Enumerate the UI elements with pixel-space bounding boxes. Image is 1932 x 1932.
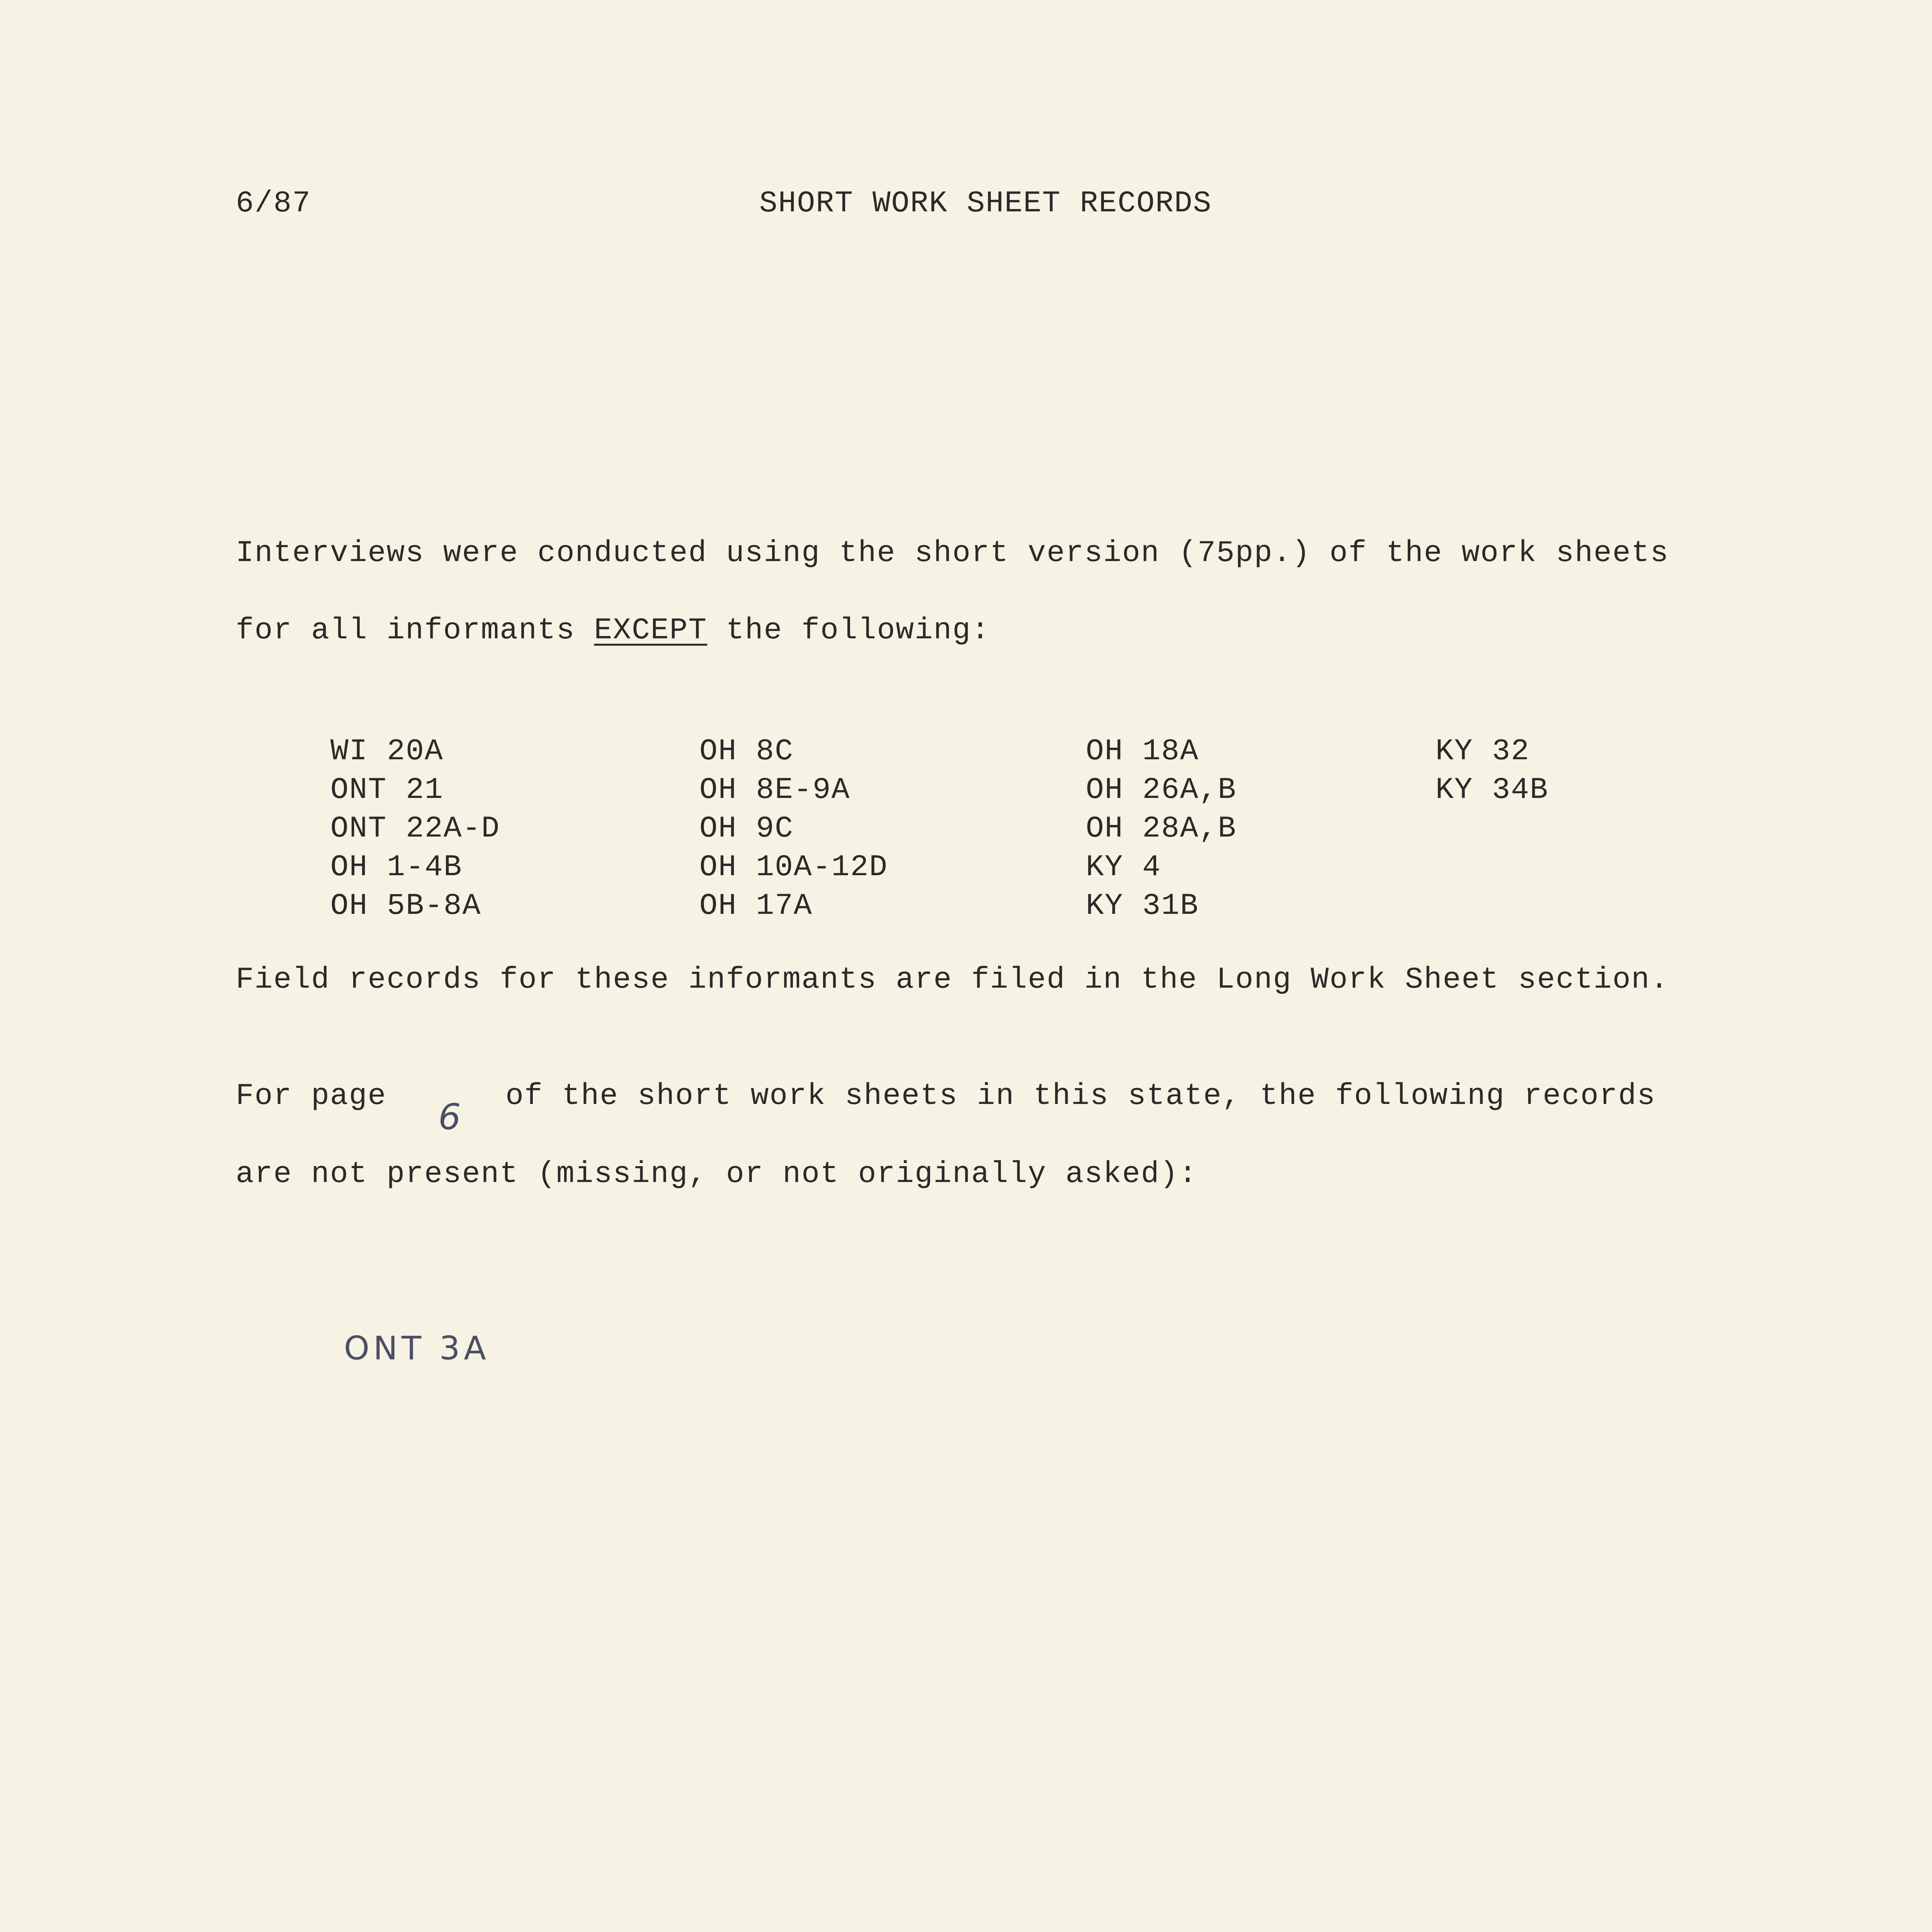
informant-item: KY 32 [1435,735,1530,769]
filed-note: Field records for these informants are filed in the Long Work Sheet section. [236,963,1669,997]
intro-line-1: Interviews were conducted using the short version (75pp.) of the work sheets [236,536,1669,570]
missing-line-1 [236,1079,1656,1138]
informant-column-2 [699,732,888,925]
informant-item: OH 28A,B [1086,812,1237,846]
informant-item: OH 26A,B [1086,773,1237,807]
intro-line-2-prefix: for all informants [236,614,594,648]
intro-line-2 [236,616,990,646]
informant-item: OH 1-4B [330,850,463,884]
informant-item: ONT 21 [330,773,444,807]
informant-item: KY 31B [1086,889,1199,923]
informant-item: OH 8C [699,735,794,769]
informant-column-3 [1086,732,1236,925]
informant-column-1 [330,732,500,925]
informant-item: KY 4 [1086,850,1162,884]
informant-item: WI 20A [330,735,444,769]
missing-line-2: are not present (missing, or not originally asked): [236,1157,1198,1191]
informant-column-4 [1435,732,1549,810]
informant-item: OH 18A [1086,735,1199,769]
informant-item: OH 8E-9A [699,773,850,807]
intro-line-2-suffix: the following: [707,614,990,648]
except-emphasis: EXCEPT [594,614,707,648]
informant-item: OH 10A-12D [699,850,888,884]
handwritten-missing-records: ONT 3A [344,1329,490,1367]
page-title: SHORT WORK SHEET RECORDS [759,187,1212,221]
informant-item: OH 9C [699,812,794,846]
header-date: 6/87 [236,187,311,221]
handwritten-page-number: 6 [438,1096,462,1138]
informant-item: KY 34B [1435,773,1549,807]
informant-item: OH 17A [699,889,813,923]
informant-item: OH 5B-8A [330,889,481,923]
missing-suffix: of the short work sheets in this state, the following records [486,1079,1656,1113]
missing-prefix: For page [236,1079,406,1113]
informant-item: ONT 22A-D [330,812,500,846]
